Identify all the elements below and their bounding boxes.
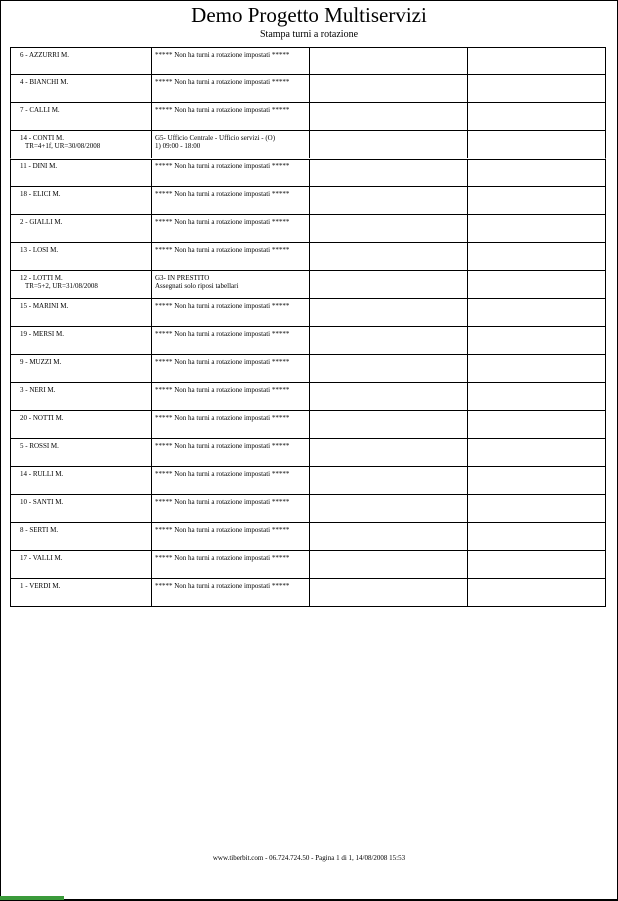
employee-name: 4 - BIANCHI M. [20,78,69,86]
employee-name: 6 - AZZURRI M. [20,51,69,59]
employee-cell [11,75,152,102]
rotation-info-cell [152,467,310,494]
empty-cell [468,383,607,410]
empty-cell [310,467,468,494]
table-row [10,159,606,187]
employee-cell [11,131,152,158]
empty-cell [468,495,607,522]
employee-name: 19 - MERSI M. [20,330,64,338]
rotation-info-cell [152,103,310,130]
rotation-info-line: G3- IN PRESTITO [155,274,210,282]
page-section-divider [10,159,606,160]
rotation-info-line: ***** Non ha turni a rotazione impostati ***** [155,498,290,506]
empty-cell [310,243,468,270]
employee-name: 8 - SERTI M. [20,526,59,534]
employee-name: 14 - CONTI M. [20,134,64,142]
table-row [10,579,606,607]
rotation-info-cell [152,159,310,186]
empty-cell [468,579,607,606]
rotation-info-line: ***** Non ha turni a rotazione impostati ***** [155,582,290,590]
table-row [10,355,606,383]
employee-name: 7 - CALLI M. [20,106,60,114]
table-row [10,439,606,467]
table-row [10,467,606,495]
rotation-info-cell [152,271,310,298]
employee-name: 5 - ROSSI M. [20,442,59,450]
status-indicator-bar [0,896,64,900]
employee-name: 2 - GIALLI M. [20,218,63,226]
rotation-info-line: G5- Ufficio Centrale - Ufficio servizi - (O) [155,134,276,142]
empty-cell [468,439,607,466]
employee-name: 10 - SANTI M. [20,498,64,506]
empty-cell [468,467,607,494]
employee-name: 1 - VERDI M. [20,582,61,590]
empty-cell [468,411,607,438]
employee-cell [11,523,152,550]
rotation-info-cell [152,523,310,550]
empty-cell [310,579,468,606]
table-row [10,187,606,215]
rotation-info-cell [152,439,310,466]
rotation-info-line: ***** Non ha turni a rotazione impostati ***** [155,526,290,534]
table-row [10,383,606,411]
employee-cell [11,383,152,410]
empty-cell [468,75,607,102]
empty-cell [310,355,468,382]
employee-rotation-detail: TR=4+1f, UR=30/08/2008 [25,142,101,150]
employee-cell [11,48,152,74]
rotation-info-line: ***** Non ha turni a rotazione impostati ***** [155,358,290,366]
rotation-info-line-2: Assegnati solo riposi tabellari [155,282,239,290]
employee-cell [11,439,152,466]
empty-cell [310,103,468,130]
rotation-info-line: ***** Non ha turni a rotazione impostati ***** [155,190,290,198]
empty-cell [468,187,607,214]
rotation-info-line: ***** Non ha turni a rotazione impostati ***** [155,442,290,450]
table-row [10,47,606,75]
employee-cell [11,467,152,494]
empty-cell [310,131,468,158]
employee-name: 15 - MARINI M. [20,302,69,310]
employee-cell [11,243,152,270]
rotation-info-line: ***** Non ha turni a rotazione impostati ***** [155,554,290,562]
employee-name: 18 - ELICI M. [20,190,61,198]
empty-cell [468,551,607,578]
rotation-info-line: ***** Non ha turni a rotazione impostati ***** [155,386,290,394]
empty-cell [310,327,468,354]
empty-cell [468,243,607,270]
empty-cell [468,159,607,186]
empty-cell [310,439,468,466]
empty-cell [468,327,607,354]
rotation-info-cell [152,131,310,158]
empty-cell [310,523,468,550]
table-row [10,299,606,327]
employee-name: 20 - NOTTI M. [20,414,64,422]
empty-cell [310,271,468,298]
empty-cell [468,48,607,74]
rotation-info-line: ***** Non ha turni a rotazione impostati ***** [155,414,290,422]
rotation-info-cell [152,215,310,242]
rotation-info-cell [152,355,310,382]
rotation-info-line: ***** Non ha turni a rotazione impostati ***** [155,106,290,114]
rotation-info-line: ***** Non ha turni a rotazione impostati ***** [155,302,290,310]
employee-name: 12 - LOTTI M. [20,274,63,282]
table-row [10,495,606,523]
employee-name: 3 - NERI M. [20,386,56,394]
employee-name: 14 - RULLI M. [20,470,64,478]
page-subtitle: Stampa turni a rotazione [259,29,359,40]
rotation-info-line: ***** Non ha turni a rotazione impostati ***** [155,162,290,170]
employee-cell [11,159,152,186]
empty-cell [310,75,468,102]
rotation-info-line: ***** Non ha turni a rotazione impostati ***** [155,78,290,86]
rotation-info-cell [152,48,310,74]
empty-cell [310,299,468,326]
employee-name: 17 - VALLI M. [20,554,63,562]
rotation-info-cell [152,243,310,270]
employee-cell [11,355,152,382]
rotation-info-line-2: 1) 09:00 - 18:00 [155,142,201,150]
rotation-info-cell [152,327,310,354]
empty-cell [468,299,607,326]
employee-cell [11,103,152,130]
empty-cell [468,215,607,242]
employee-rotation-detail: TR=5+2, UR=31/08/2008 [25,282,98,290]
table-row [10,551,606,579]
rotation-info-line: ***** Non ha turni a rotazione impostati ***** [155,246,290,254]
empty-cell [310,159,468,186]
rotation-info-line: ***** Non ha turni a rotazione impostati ***** [155,330,290,338]
empty-cell [310,411,468,438]
page-title: Demo Progetto Multiservizi [191,3,427,27]
rotation-info-cell [152,551,310,578]
rotation-info-cell [152,579,310,606]
rotation-info-line: ***** Non ha turni a rotazione impostati ***** [155,470,290,478]
empty-cell [310,48,468,74]
employee-cell [11,495,152,522]
page-footer: www.tiberbit.com - 06.724.724.50 - Pagina 1 di 1, 14/08/2008 15:53 [212,854,406,862]
employee-cell [11,299,152,326]
employee-cell [11,579,152,606]
rotation-info-cell [152,383,310,410]
empty-cell [468,523,607,550]
employee-cell [11,271,152,298]
table-row [10,75,606,103]
rotation-info-cell [152,299,310,326]
rotation-info-cell [152,411,310,438]
table-row [10,243,606,271]
empty-cell [468,131,607,158]
employee-cell [11,215,152,242]
table-row [10,215,606,243]
table-row [10,103,606,131]
empty-cell [310,215,468,242]
employee-cell [11,187,152,214]
empty-cell [468,271,607,298]
empty-cell [310,383,468,410]
table-row [10,271,606,299]
employee-name: 11 - DINI M. [20,162,58,170]
table-row [10,327,606,355]
rotation-info-line: ***** Non ha turni a rotazione impostati ***** [155,218,290,226]
employee-cell [11,551,152,578]
rotation-info-cell [152,75,310,102]
empty-cell [310,551,468,578]
employee-cell [11,327,152,354]
employee-cell [11,411,152,438]
shift-table [10,47,606,607]
empty-cell [310,495,468,522]
empty-cell [310,187,468,214]
empty-cell [468,103,607,130]
employee-name: 9 - MUZZI M. [20,358,62,366]
table-row [10,523,606,551]
rotation-info-line: ***** Non ha turni a rotazione impostati ***** [155,51,290,59]
empty-cell [468,355,607,382]
employee-name: 13 - LOSI M. [20,246,59,254]
rotation-info-cell [152,187,310,214]
rotation-info-cell [152,495,310,522]
table-row [10,411,606,439]
table-row [10,131,606,159]
